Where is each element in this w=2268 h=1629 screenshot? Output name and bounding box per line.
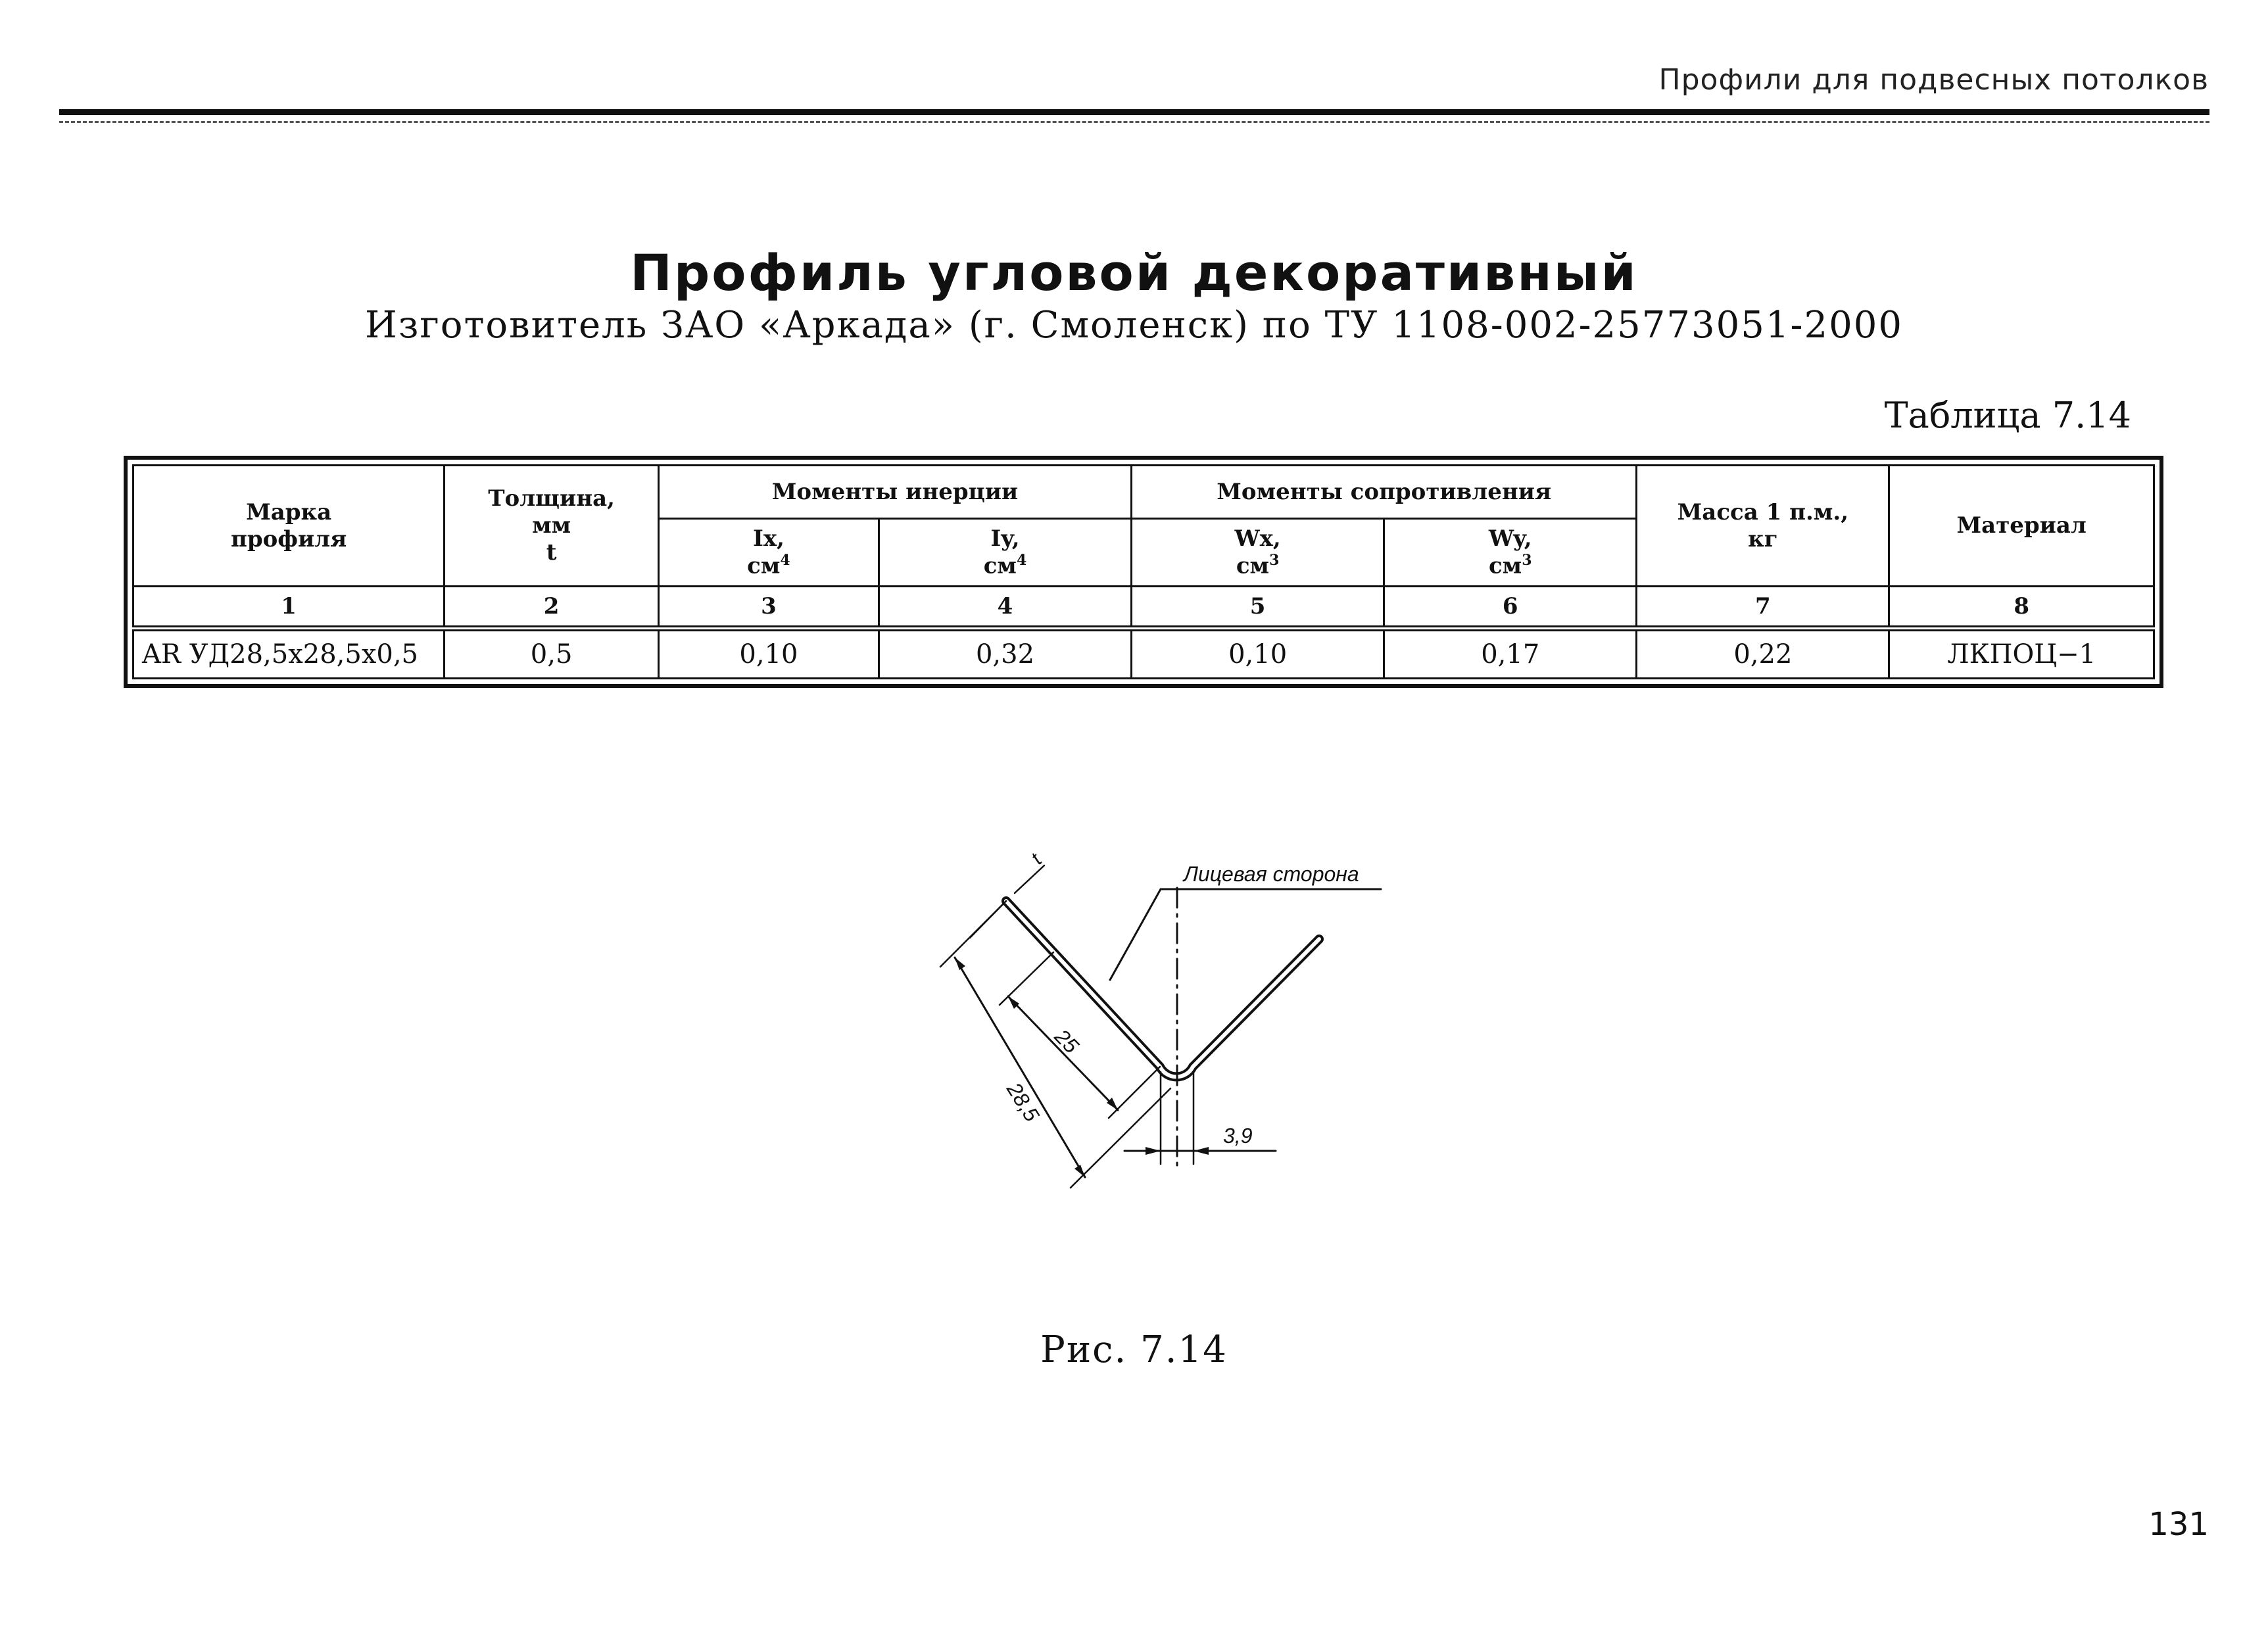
header-wy: [1384, 519, 1637, 587]
cell-wy: 0,17: [1384, 629, 1637, 679]
cell-thickness: 0,5: [445, 629, 659, 679]
dim-28-label: 28,5: [1002, 1078, 1044, 1126]
header-mark-line1: Марка: [246, 498, 332, 525]
column-number: 3: [658, 587, 879, 629]
unit-cm: см: [1488, 552, 1522, 579]
header-ix-label: Ix,: [752, 525, 784, 552]
cell-material: ЛКПОЦ−1: [1889, 629, 2154, 679]
dim-28-line: [955, 958, 1085, 1177]
column-number: 4: [879, 587, 1131, 629]
arrow: [1074, 1165, 1085, 1177]
header-thickness-line1: Толщина,: [488, 485, 615, 512]
header-wx-label: Wx,: [1234, 525, 1281, 552]
header-iy-unit: [880, 552, 1130, 579]
header-thickness-line3: t: [546, 539, 557, 566]
dim-39-label: 3,9: [1223, 1124, 1253, 1148]
header-ix-unit: [660, 552, 878, 579]
unit-cm: см: [747, 552, 781, 579]
cell-mass: 0,22: [1637, 629, 1889, 679]
profile-drawing-svg: [907, 829, 1407, 1236]
header-mass-line2: кг: [1748, 525, 1778, 552]
cell-wx: 0,10: [1132, 629, 1384, 679]
cell-iy: 0,32: [879, 629, 1131, 679]
arrow: [955, 958, 965, 970]
page-title: Профиль угловой декоративный: [630, 243, 1638, 302]
header-wy-label: Wy,: [1488, 525, 1532, 552]
leader-line: [1110, 889, 1381, 980]
dim-t-ext-2: [1015, 865, 1044, 893]
dim-t-label: t: [1026, 849, 1046, 869]
column-number: 7: [1637, 587, 1889, 629]
arrow: [1146, 1147, 1161, 1155]
profile-inner: [1006, 901, 1319, 1077]
profile-drawing: [907, 829, 1407, 1236]
header-iy: [879, 519, 1131, 587]
dim-28-ext-2: [1071, 1088, 1170, 1188]
unit-exp: 4: [1016, 552, 1027, 570]
table-caption: Таблица 7.14: [1884, 395, 2131, 436]
label-face-side: Лицевая сторона: [1184, 862, 1359, 886]
page-number: 131: [2148, 1506, 2209, 1543]
column-number: 8: [1889, 587, 2154, 629]
cell-mark: AR УД28,5x28,5x0,5: [133, 629, 445, 679]
figure-caption: Рис. 7.14: [1040, 1328, 1228, 1371]
arrow: [1194, 1147, 1209, 1155]
header-material: Материал: [1889, 466, 2154, 587]
header-mark: [133, 466, 445, 587]
header-mass: [1637, 466, 1889, 587]
header-mass-line1: Масса 1 п.м.,: [1677, 498, 1849, 525]
dim-28-ext-1: [940, 901, 1006, 967]
unit-cm: см: [983, 552, 1017, 579]
column-number: 2: [445, 587, 659, 629]
column-number: 5: [1132, 587, 1384, 629]
header-thickness: [445, 466, 659, 587]
header-rule: [59, 109, 2209, 115]
column-number: 6: [1384, 587, 1637, 629]
unit-exp: 3: [1269, 552, 1280, 570]
table-frame: [124, 456, 2163, 688]
header-resistance: Моменты сопротивления: [1132, 466, 1637, 519]
dim-25-label: 25: [1050, 1024, 1084, 1058]
unit-cm: см: [1236, 552, 1270, 579]
header-iy-label: Iy,: [990, 525, 1020, 552]
header-rule-thin: [59, 121, 2209, 123]
column-number: 1: [133, 587, 445, 629]
unit-exp: 4: [780, 552, 790, 570]
profile-table: [132, 464, 2155, 679]
header-thickness-line2: мм: [532, 512, 571, 539]
unit-exp: 3: [1522, 552, 1532, 570]
table-row: [133, 629, 2154, 679]
header-wx: [1132, 519, 1384, 587]
dim-25-ext-2: [1109, 1067, 1160, 1118]
header-wx-unit: [1132, 552, 1383, 579]
header-inertia: Моменты инерции: [658, 466, 1131, 519]
page-subtitle: Изготовитель ЗАО «Аркада» (г. Смоленск) по ТУ 1108-002-25773051-2000: [365, 304, 1903, 347]
running-header: Профили для подвесных потолков: [1658, 63, 2209, 97]
header-wy-unit: [1385, 552, 1635, 579]
header-ix: [658, 519, 879, 587]
cell-ix: 0,10: [658, 629, 879, 679]
header-mark-line2: профиля: [230, 525, 347, 552]
